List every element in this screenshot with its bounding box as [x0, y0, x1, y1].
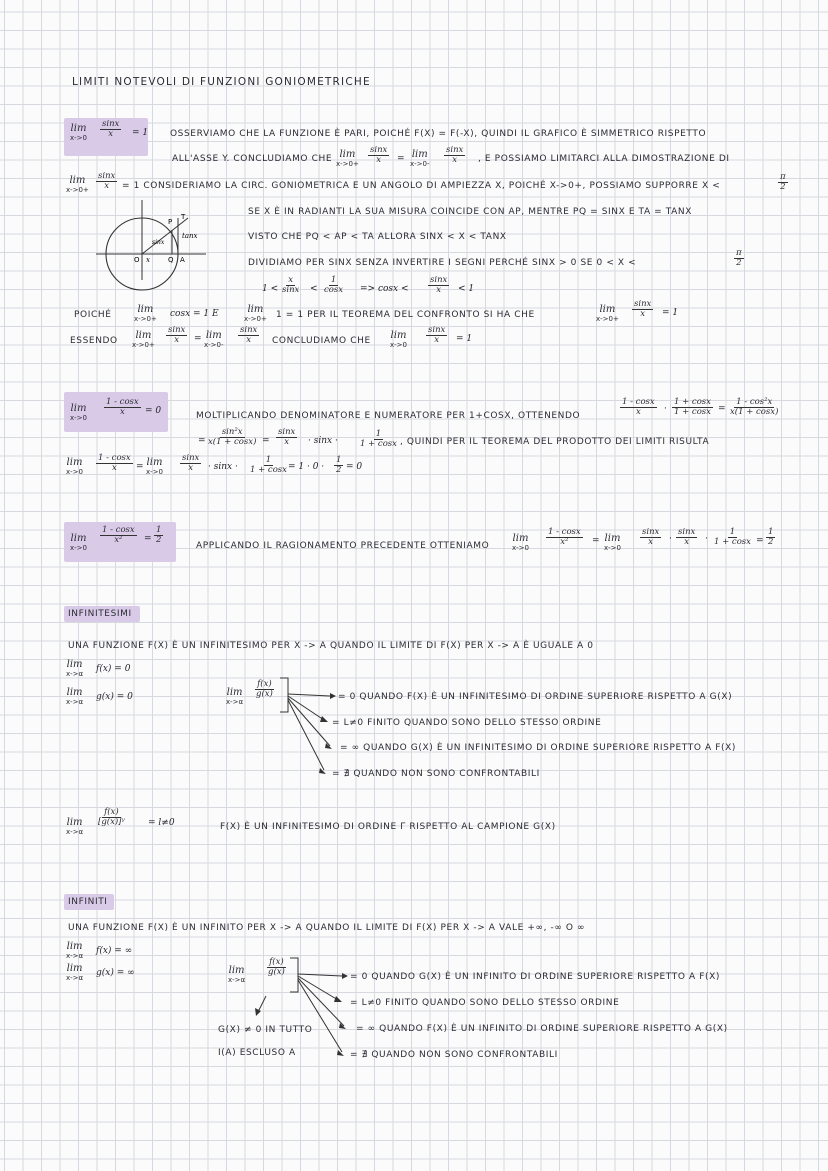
- 1-cosx-over-x: [104, 398, 141, 417]
- lim-word: lim: [228, 965, 245, 976]
- fraction-denominator: 1 + cosx: [360, 438, 397, 449]
- s5-cond1: f(x) = ∞: [96, 946, 133, 956]
- lim-subscript: x->0: [146, 468, 163, 476]
- s5-note2: I(Α) ESCLUSO Α: [218, 1048, 296, 1058]
- s2-text1: MOLTIPLICANDO DENOMINATORE E NUMERATORE PER 1+COSX, OTTENENDO: [196, 411, 581, 421]
- s1-line6: DIVIDIAMO PER SINX SENZA INVERTIRE I SEGNI PERCHÉ SINX > 0 SE 0 < X <: [248, 258, 637, 268]
- fraction-denominator: x: [452, 154, 458, 165]
- lim-subscript: x->α: [226, 698, 244, 706]
- label-q: Q: [168, 256, 174, 264]
- limit-0plus: [132, 331, 155, 349]
- lim-word: lim: [146, 457, 163, 468]
- lim-word: lim: [137, 304, 154, 315]
- s2-frac5: [276, 428, 297, 447]
- equals-sign: =: [194, 334, 202, 344]
- lim-subscript: x->0+: [336, 160, 359, 168]
- s3-text: APPLICANDO IL RAGIONAMENTO PRECEDENTE OTTENIAMO: [196, 541, 490, 551]
- fraction-numerator: sinx: [678, 527, 696, 537]
- sinx-over-x-fraction: [368, 146, 389, 165]
- limit-0: [70, 534, 87, 552]
- s1-line3: = 1 CONSIDERIAMO LA CIRC. GONIOMETRICA E UN ANGOLO DI AMPIEZZA X, POICHÉ X->0+, POSSIAMO SUPPORRE X <: [122, 181, 721, 191]
- s2-frac1: [620, 398, 657, 417]
- fraction-denominator: x(1 + cosx): [208, 436, 257, 447]
- fraction-numerator: sinx: [642, 527, 660, 537]
- lim-subscript: x->α: [66, 828, 84, 836]
- equals-sign: =: [718, 404, 726, 414]
- fraction-numerator: 1: [265, 455, 272, 465]
- lim-subscript: x->0: [66, 468, 83, 476]
- sinx-over-x-fraction: [100, 120, 121, 139]
- fraction-denominator: x: [104, 180, 110, 191]
- fraction-numerator: sinx: [634, 299, 652, 309]
- s2-frac7: [248, 456, 289, 475]
- lim-word: lim: [66, 941, 83, 952]
- pi-over-2: [734, 249, 744, 268]
- lim-word: lim: [604, 533, 621, 544]
- fraction-numerator: f(x): [269, 957, 284, 967]
- fraction-denominator: x: [640, 308, 646, 319]
- s2-result-tail: = 1 · 0 ·: [288, 462, 325, 472]
- x-over-sinx: [280, 276, 301, 295]
- fraction-denominator: x: [108, 128, 114, 139]
- fraction-denominator: x: [635, 406, 641, 417]
- dot: ·: [669, 534, 672, 544]
- fraction-denominator: x: [376, 154, 382, 165]
- fraction-denominator: 2: [336, 464, 342, 475]
- fraction-numerator: 1 + cosx: [674, 397, 711, 407]
- label-sinx: sinx: [152, 239, 165, 246]
- label-o: O: [134, 256, 140, 264]
- label-a: A: [180, 256, 185, 264]
- s1-line5: VISTO CHE PQ < AP < TA ALLORA SINX < X < TANX: [248, 232, 507, 242]
- s1-line1: OSSERVIAMO CHE LA FUNZIONE È PARI, POICHÉ F(X) = F(-X), QUINDI IL GRAFICO È SIMMETRICO RISPETTO: [170, 129, 707, 139]
- sinx-over-x-fraction: [426, 326, 447, 345]
- fraction-numerator: x: [288, 275, 294, 285]
- fraction-denominator: x²: [114, 534, 123, 545]
- equals-one: = 1: [662, 308, 679, 318]
- fraction-numerator: 1 - cosx: [548, 527, 581, 537]
- fraction-numerator: f(x): [104, 807, 119, 817]
- equals-sign: =: [144, 534, 152, 544]
- fraction-denominator: g(x): [268, 966, 285, 977]
- sinx-over-x-fraction: [238, 326, 259, 345]
- s4-option2: = L≠0 FINITO QUANDO SONO DELLO STESSO ORDINE: [332, 718, 602, 728]
- fraction-denominator: x: [284, 436, 290, 447]
- fraction-numerator: 1 - cosx: [622, 397, 655, 407]
- sinx-over-x-fraction: [180, 454, 201, 473]
- limit-alpha: [66, 660, 83, 678]
- lim-word: lim: [226, 687, 243, 698]
- fraction-denominator: x(1 + cosx): [730, 406, 779, 417]
- limit-0: [66, 458, 83, 476]
- limit-0minus: [410, 150, 430, 168]
- limit-0minus: [204, 331, 224, 349]
- fraction-numerator: 1 - cosx: [98, 453, 131, 463]
- fraction-denominator: x²: [560, 536, 569, 547]
- limit-0: [146, 458, 163, 476]
- limit-alpha: [66, 964, 83, 982]
- lim-subscript: x->α: [66, 952, 84, 960]
- sinx-over-x-fraction: [96, 172, 117, 191]
- rhs-zero: = 0: [145, 406, 162, 416]
- s5-option3: = ∞ QUANDO F(X) È UN INFINITO DI ORDINE SUPERIORE RISPETTO A G(X): [356, 1024, 728, 1034]
- f-over-g-gamma: [96, 808, 127, 827]
- lim-subscript: x->0+: [596, 315, 619, 323]
- fraction-numerator: sinx: [182, 453, 200, 463]
- fraction-denominator: x: [119, 406, 125, 417]
- s4-gamma-rhs: = l≠0: [148, 818, 175, 828]
- lim-subscript: x->0+: [132, 341, 155, 349]
- fraction-numerator: 1: [156, 525, 162, 535]
- fraction-denominator: 2: [768, 536, 774, 547]
- fraction-numerator: sinx: [430, 275, 448, 285]
- section-heading-infiniti: INFINITI: [68, 897, 108, 907]
- s2-frac7: [358, 430, 399, 449]
- s3-frac-a: [546, 528, 583, 547]
- s2-text2: , QUINDI PER IL TEOREMA DEL PRODOTTO DEI LIMITI RISULTA: [400, 437, 710, 447]
- s1-line9b: CONCLUDIAMO CHE: [272, 336, 371, 346]
- s4-cond1: f(x) = 0: [96, 664, 131, 674]
- lim-subscript: x->0-: [204, 341, 224, 349]
- fraction-denominator: 2: [736, 257, 742, 268]
- fraction-numerator: 1: [336, 455, 342, 465]
- lim-word: lim: [512, 533, 529, 544]
- equals-one: = 1: [456, 334, 473, 344]
- fraction-denominator: sinx: [282, 284, 300, 295]
- s4-option3: = ∞ QUANDO G(X) È UN INFINITESIMO DI ORDINE SUPERIORE RISPETTO A F(X): [340, 743, 736, 753]
- fraction-numerator: sinx: [278, 427, 296, 437]
- s1-line2a: ALL'ASSE Y. CONCLUDIAMO CHE: [172, 154, 333, 164]
- limit-alpha: [66, 818, 83, 836]
- limit-0plus: [66, 176, 89, 194]
- lim-word: lim: [205, 330, 222, 341]
- equals-sign: =: [262, 436, 270, 446]
- fraction-numerator: 1: [375, 429, 382, 439]
- label-t: T: [181, 213, 186, 221]
- lim-subscript: x->α: [66, 670, 84, 678]
- equals-sign: =: [756, 536, 764, 546]
- fraction-numerator: 1: [729, 527, 736, 537]
- fraction-denominator: x: [436, 284, 442, 295]
- lim-subscript: x->α: [228, 976, 246, 984]
- half: [334, 456, 343, 475]
- fraction-numerator: sinx: [98, 171, 116, 181]
- label-x: x: [146, 256, 150, 264]
- fraction-numerator: f(x): [257, 679, 272, 689]
- fraction-numerator: sinx: [428, 325, 446, 335]
- lim-subscript: x->0: [70, 134, 87, 142]
- 1-cosx-over-x2: [100, 526, 137, 545]
- limit-0: [604, 534, 621, 552]
- equals-sign: =: [198, 436, 206, 446]
- s4-option1: = 0 QUANDO F(X) È UN INFINITESIMO DI ORDINE SUPERIORE RISPETTO A G(X): [338, 692, 733, 702]
- ineq-end: < 1: [458, 284, 475, 294]
- dot: ·: [664, 404, 667, 414]
- section-heading-infinitesimi: INFINITESIMI: [68, 609, 132, 619]
- fraction-denominator: 1 + cosx: [250, 464, 287, 475]
- limit-alpha: [226, 688, 243, 706]
- equals-sign: =: [397, 154, 405, 164]
- unit-circle-figure: [96, 200, 206, 280]
- s3-frac-c: [676, 528, 697, 547]
- sinx-over-x-fraction: [632, 300, 653, 319]
- limit-sinx-label: [70, 124, 87, 142]
- fraction-numerator: sinx: [240, 325, 258, 335]
- lim-subscript: x->0+: [134, 315, 157, 323]
- limit-alpha: [66, 688, 83, 706]
- fraction-denominator: x: [648, 536, 654, 547]
- s5-option2: = L≠0 FINITO QUANDO SONO DELLO STESSO ORDINE: [350, 998, 620, 1008]
- lim-word: lim: [66, 457, 83, 468]
- lim-subscript: x->0: [70, 414, 87, 422]
- lim-word: lim: [411, 149, 428, 160]
- lim-subscript: x->0: [604, 544, 621, 552]
- s4-cond2: g(x) = 0: [96, 692, 133, 702]
- fraction-numerator: π: [780, 172, 786, 182]
- fraction-denominator: x: [434, 334, 440, 345]
- s2-result-end: = 0: [346, 462, 363, 472]
- ineq-start: 1 <: [262, 284, 279, 294]
- lim-word: lim: [390, 330, 407, 341]
- fraction-denominator: 1 + cosx: [674, 406, 711, 417]
- fraction-numerator: sin²x: [221, 427, 243, 437]
- limit-0: [70, 404, 87, 422]
- fraction-denominator: cosx: [324, 284, 344, 295]
- fraction-numerator: sinx: [102, 119, 120, 129]
- fraction-numerator: 1 - cosx: [106, 397, 139, 407]
- s2-result-mid: · sinx ·: [208, 462, 238, 472]
- fraction-denominator: 1 + cosx: [714, 536, 751, 547]
- s5-definition: UNA FUNZIONE F(X) È UN INFINITO PER X -> Α QUANDO IL LIMITE DI F(X) PER X -> Α VALE +∞, -∞ O ∞: [68, 923, 586, 933]
- lim-word: lim: [70, 403, 87, 414]
- lim-word: lim: [135, 330, 152, 341]
- lim-subscript: x->0+: [244, 315, 267, 323]
- fraction-numerator: 1: [768, 527, 774, 537]
- fraction-denominator: x: [684, 536, 690, 547]
- fraction-numerator: sinx: [370, 145, 388, 155]
- s1-line4: SE X È IN RADIANTI LA SUA MISURA COINCIDE CON AP, MENTRE PQ = SINX E TA = TANX: [248, 207, 693, 217]
- limit-0plus: [134, 305, 157, 323]
- s3-frac-d: [712, 528, 753, 547]
- s2-frac2: [672, 398, 713, 417]
- 1-cosx-over-x: [96, 454, 133, 473]
- fraction-denominator: g(x): [256, 688, 273, 699]
- lim-subscript: x->0: [70, 544, 87, 552]
- lim-word: lim: [70, 533, 87, 544]
- s1-line9a: ESSENDO: [70, 336, 118, 346]
- limit-alpha: [66, 942, 83, 960]
- branch-arrows-infinitesimi: [280, 676, 340, 776]
- fraction-denominator: x: [111, 462, 117, 473]
- fraction-denominator: x: [174, 334, 180, 345]
- half: [766, 528, 775, 547]
- fraction-denominator: [g(x)]ᵞ: [98, 816, 125, 827]
- s4-gamma-text: F(X) È UN INFINITESIMO DI ORDINE Γ RISPETTO AL CAMPIONE G(X): [220, 822, 556, 832]
- fraction-numerator: 1: [330, 275, 337, 285]
- sinx-over-x-fraction: [166, 326, 187, 345]
- lim-subscript: x->0: [390, 341, 407, 349]
- lim-subscript: x->α: [66, 698, 84, 706]
- s1-line8a: POICHÉ: [74, 310, 112, 320]
- lim-subscript: x->0+: [66, 186, 89, 194]
- lim-word: lim: [66, 817, 83, 828]
- s4-option4: = ∄ QUANDO NON SONO CONFRONTABILI: [332, 769, 540, 779]
- lim-word: lim: [69, 175, 86, 186]
- limit-alpha: [228, 966, 245, 984]
- s1-line8b: cosx = 1 E: [170, 309, 219, 319]
- sinx-over-x-fraction: [444, 146, 465, 165]
- fraction-numerator: sinx: [168, 325, 186, 335]
- limit-0plus: [336, 150, 359, 168]
- dot: ·: [705, 534, 708, 544]
- formula-rhs: = 1: [132, 128, 149, 138]
- lim-subscript: x->0: [512, 544, 529, 552]
- lim-word: lim: [66, 963, 83, 974]
- lim-word: lim: [247, 304, 264, 315]
- lim-word: lim: [66, 659, 83, 670]
- limit-0: [512, 534, 529, 552]
- limit-0plus: [244, 305, 267, 323]
- lim-subscript: x->0-: [410, 160, 430, 168]
- label-tanx: tanx: [182, 232, 198, 240]
- less-than: <: [310, 284, 318, 294]
- fraction-numerator: 1 - cos²x: [736, 397, 773, 407]
- s1-line2b: , E POSSIAMO LIMITARCI ALLA DIMOSTRAZIONE DI: [478, 154, 730, 164]
- s5-note1: G(X) ≠ 0 IN TUTTO: [218, 1025, 313, 1035]
- fraction-denominator: x: [188, 462, 194, 473]
- fraction-denominator: 2: [780, 181, 786, 192]
- s2-frac4: [206, 428, 258, 447]
- fraction-denominator: x: [246, 334, 252, 345]
- ineq-mid: => cosx <: [360, 284, 409, 294]
- lim-word: lim: [66, 687, 83, 698]
- lim-word: lim: [599, 304, 616, 315]
- half: [154, 526, 163, 545]
- s2-mid: · sinx ·: [308, 436, 338, 446]
- fraction-numerator: sinx: [446, 145, 464, 155]
- lim-word: lim: [339, 149, 356, 160]
- s5-option4: = ∄ QUANDO NON SONO CONFRONTABILI: [350, 1050, 558, 1060]
- lim-subscript: x->α: [66, 974, 84, 982]
- one-over-cosx: [322, 276, 345, 295]
- lim-word: lim: [70, 123, 87, 134]
- s2-frac3: [728, 398, 780, 417]
- s5-option1: = 0 QUANDO G(X) È UN INFINITO DI ORDINE SUPERIORE RISPETTO A F(X): [350, 972, 720, 982]
- equals-sign: =: [136, 462, 144, 472]
- pi-over-2: [778, 173, 788, 192]
- fraction-denominator: 2: [156, 534, 162, 545]
- fraction-numerator: 1 - cosx: [102, 525, 135, 535]
- s5-cond2: g(x) = ∞: [96, 968, 135, 978]
- label-p: P: [168, 218, 173, 226]
- limit-0plus: [596, 305, 619, 323]
- f-over-g: [254, 680, 275, 699]
- page-title: LIMITI NOTEVOLI DI FUNZIONI GONIOMETRICHE: [72, 76, 371, 88]
- limit-0: [390, 331, 407, 349]
- sinx-over-x-fraction: [428, 276, 449, 295]
- s4-definition: UNA FUNZIONE F(X) È UN INFINITESIMO PER X -> Α QUANDO IL LIMITE DI F(X) PER X -> Α È UGUALE A 0: [68, 641, 594, 651]
- fraction-numerator: π: [736, 248, 742, 258]
- s1-line8c: 1 = 1 PER IL TEOREMA DEL CONFRONTO SI HA CHE: [276, 310, 535, 320]
- equals-sign: =: [592, 536, 600, 546]
- s3-frac-b: [640, 528, 661, 547]
